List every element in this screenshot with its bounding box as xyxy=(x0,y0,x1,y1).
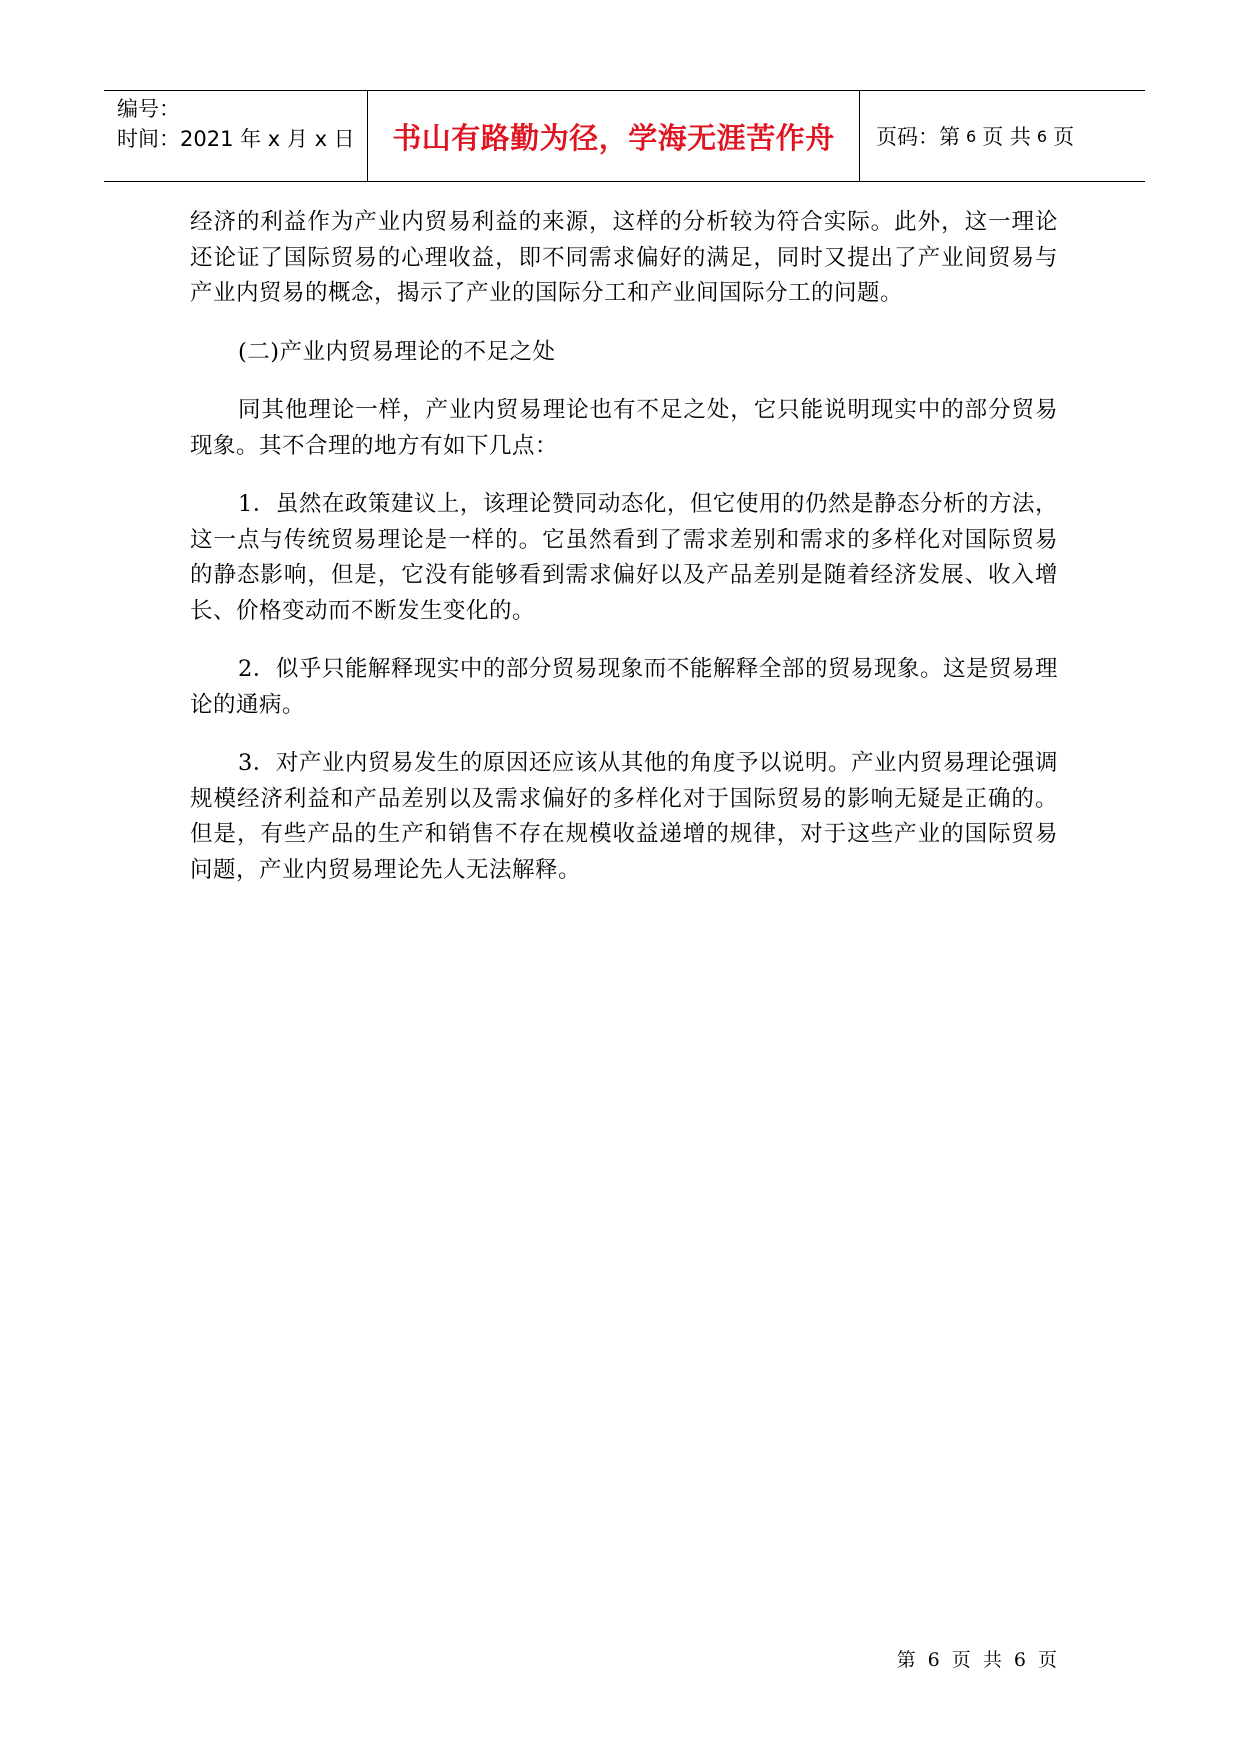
serial-number-label: 编号： xyxy=(117,97,180,121)
document-body xyxy=(190,205,1058,911)
list-item: 2．似乎只能解释现实中的部分贸易现象而不能解释全部的贸易现象。这是贸易理论的通病。 xyxy=(190,656,1058,718)
section-heading: (二)产业内贸易理论的不足之处 xyxy=(238,338,556,365)
list-item: 3．对产业内贸易发生的原因还应该从其他的角度予以说明。产业内贸易理论强调规模经济利益和产品差别以及需求偏好的多样化对于国际贸易的影响无疑是正确的。但是，有些产品的生产和销售不存在规模收益递增的规律，对于这些产业的国际贸易问题，产业内贸易理论先人无法解释。 xyxy=(190,750,1058,883)
list-item: 1．虽然在政策建议上，该理论赞同动态化，但它使用的仍然是静态分析的方法，这一点与传统贸易理论是一样的。它虽然看到了需求差别和需求的多样化对国际贸易的静态影响，但是，它没有能够看到需求偏好以及产品差别是随着经济发展、收入增长、价格变动而不断发生变化的。 xyxy=(190,491,1058,624)
paragraph: 经济的利益作为产业内贸易利益的来源，这样的分析较为符合实际。此外，这一理论还论证了国际贸易的心理收益，即不同需求偏好的满足，同时又提出了产业间贸易与产业内贸易的概念，揭示了产业的国际分工和产业间国际分工的问题。 xyxy=(190,209,1058,306)
paragraph: 同其他理论一样，产业内贸易理论也有不足之处，它只能说明现实中的部分贸易现象。其不合理的地方有如下几点： xyxy=(190,397,1058,459)
page-footer: 第 6 页 共 6 页 xyxy=(896,1649,1060,1671)
page-mid: 页 共 xyxy=(982,125,1031,149)
header-divider xyxy=(859,91,860,181)
page-suffix: 页 xyxy=(1053,125,1075,149)
header-page-info xyxy=(876,91,1074,181)
header-motto: 书山有路勤为径，学海无涯苦作舟 xyxy=(392,120,835,155)
page-prefix: 页码：第 xyxy=(876,125,960,149)
current-page-number: 6 xyxy=(966,126,977,146)
page-header xyxy=(104,90,1145,182)
time-label: 时间：2021 年 x 月 x 日 xyxy=(117,127,355,151)
header-meta xyxy=(117,94,355,154)
total-page-number: 6 xyxy=(1036,126,1048,146)
